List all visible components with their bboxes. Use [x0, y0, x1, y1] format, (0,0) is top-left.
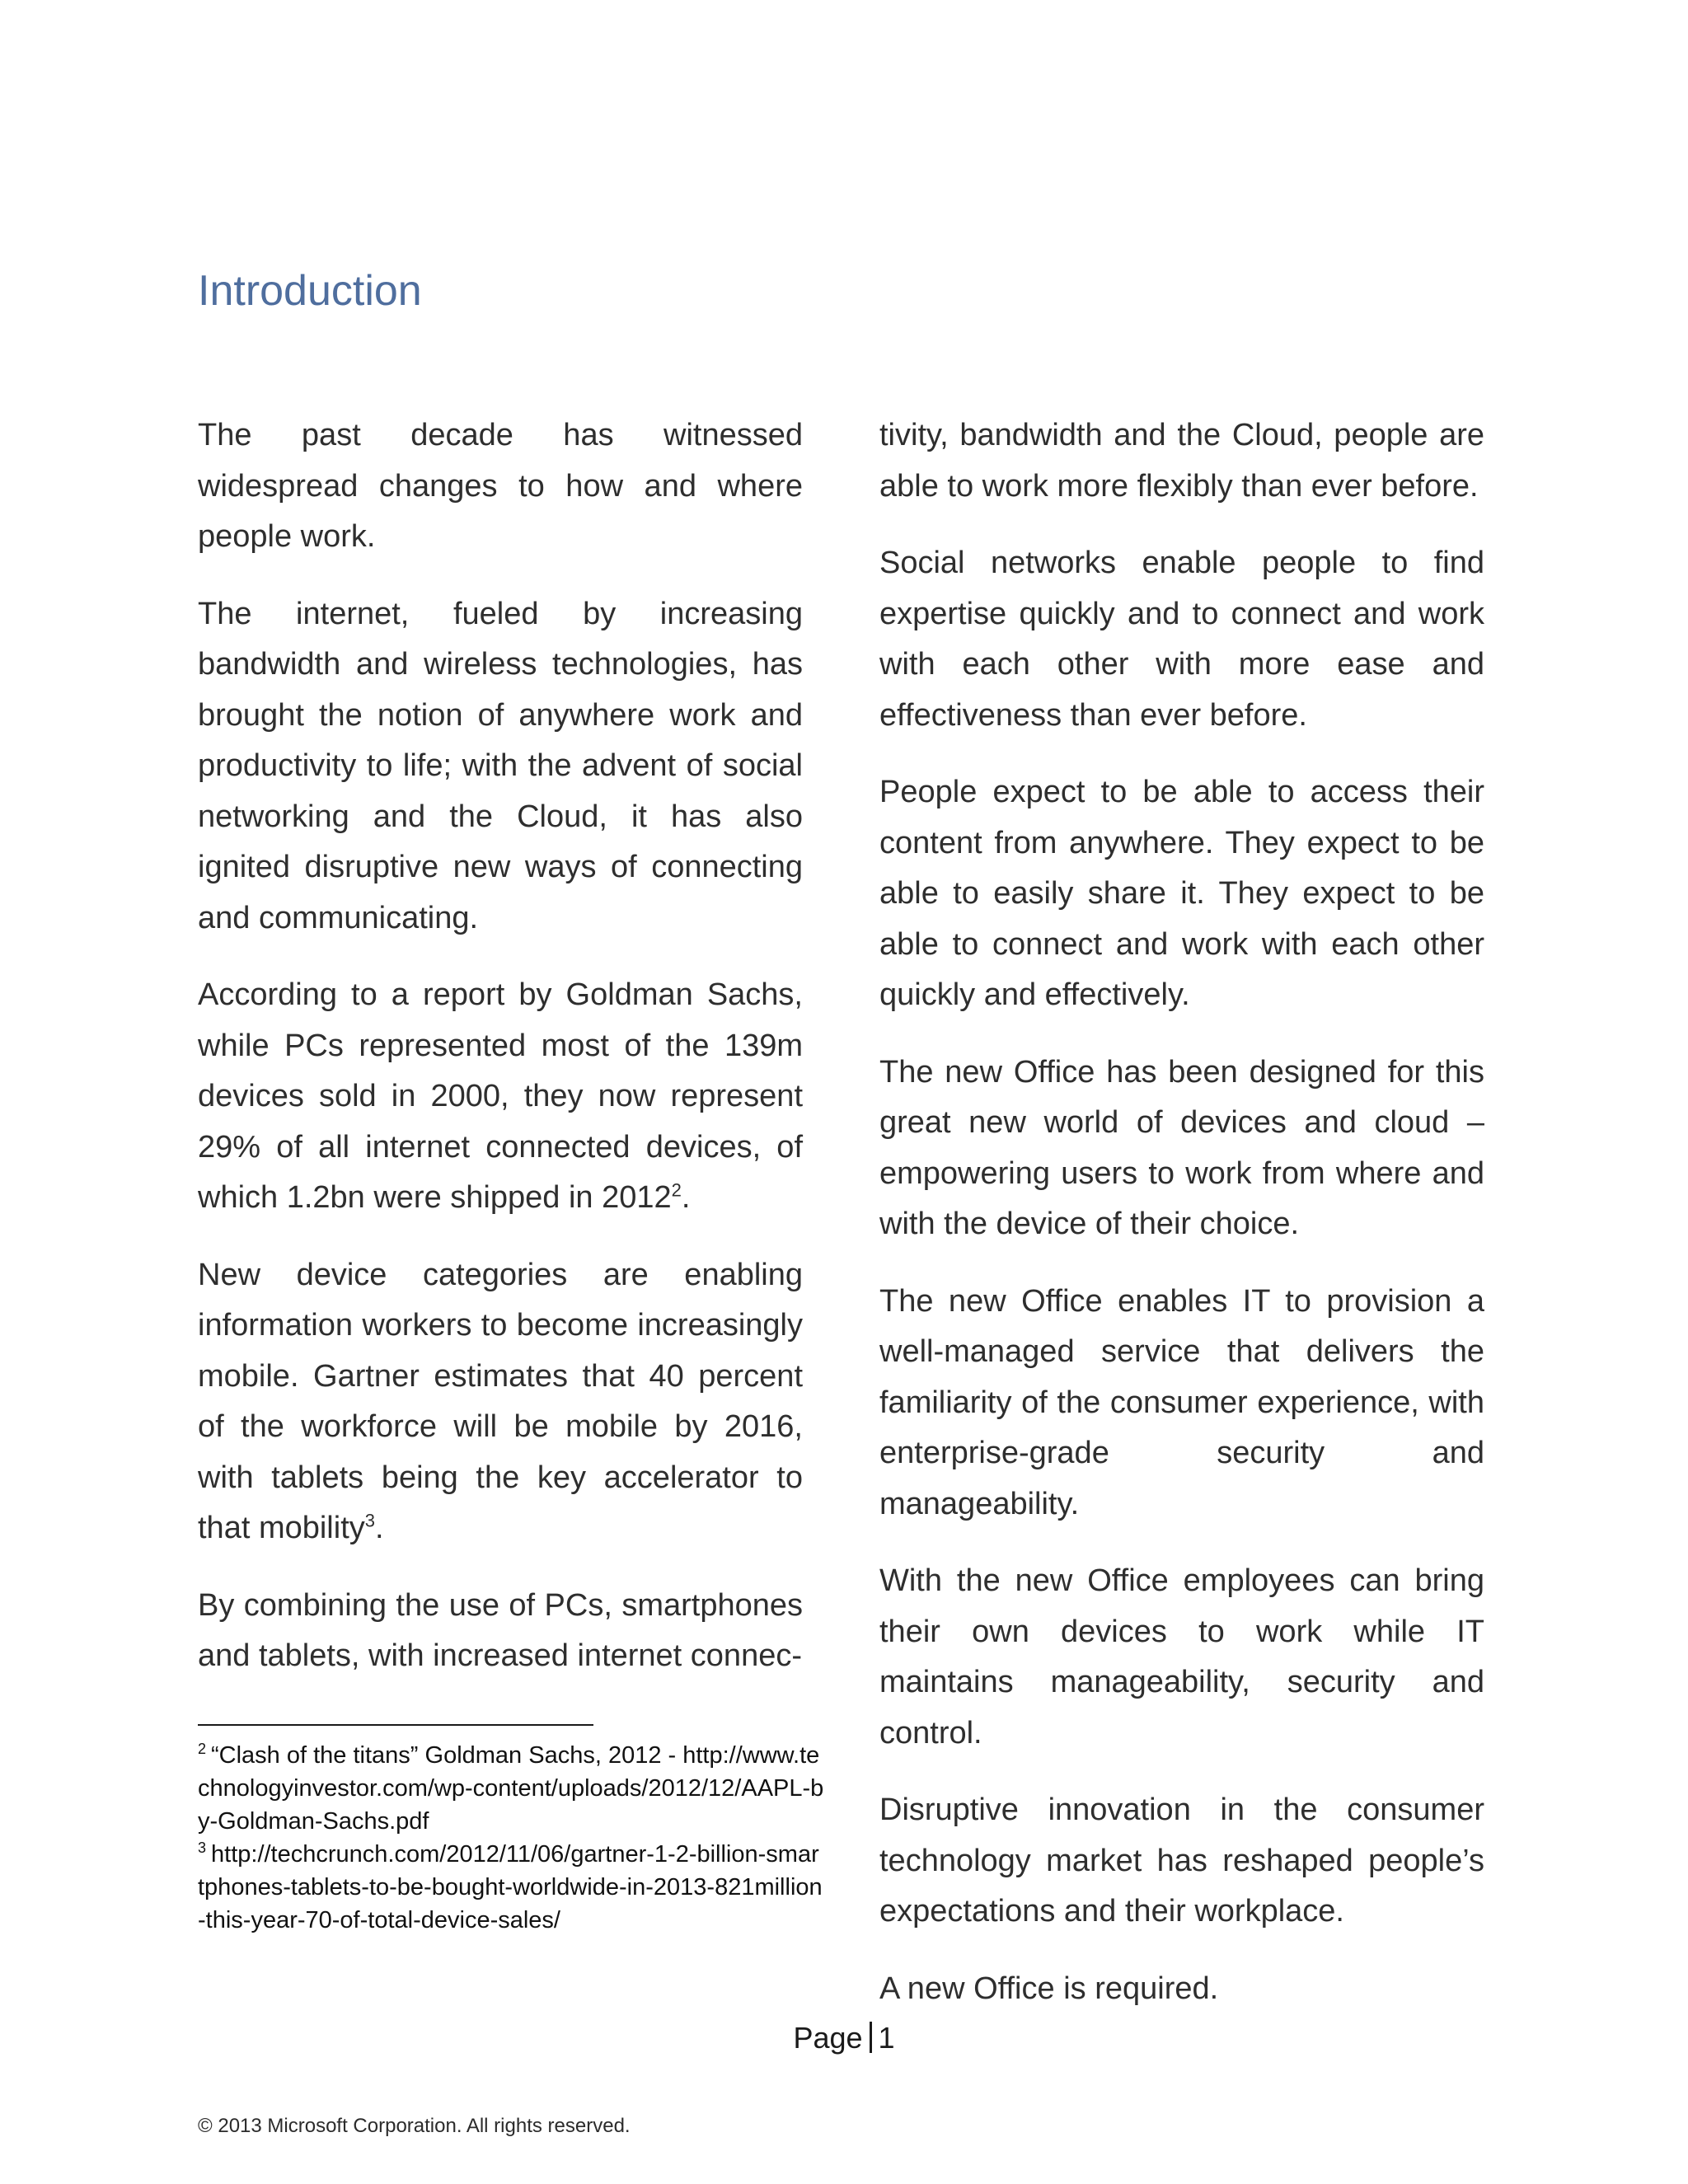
paragraph-text: According to a report by Goldman Sachs, while PCs represented most of the 139m devices sold in 2000, they now represent 29% of all internet connected devices, of which 1.2bn were shipped in 2012 — [198, 977, 803, 1215]
footnote-reference[interactable]: 2 — [671, 1179, 682, 1201]
paragraph: Disruptive innovation in the consumer technology market has reshaped people’s expectations and their workplace. — [879, 1793, 1484, 1929]
right-column — [879, 410, 1484, 2041]
footnote-number: 3 — [198, 1840, 207, 1857]
paragraph: By combining the use of PCs, smartphones and tablets, with increased internet connec- — [198, 1587, 803, 1673]
paragraph-end: . — [375, 1511, 384, 1545]
paragraph-text: New device categories are enabling information workers to become increasingly mobile. Gartner estimates that 40 percent of the workforce will be mobile by 2016, with tablets being the key accelerator to that mobility — [198, 1257, 803, 1545]
paragraph: tivity, bandwidth and the Cloud, people are able to work more flexibly than ever before. — [879, 418, 1484, 504]
footnote-number: 2 — [198, 1741, 207, 1758]
footnotes — [198, 1739, 824, 1937]
page-label: Page — [793, 2021, 863, 2055]
section-title: Introduction — [198, 267, 422, 315]
footnote-separator — [198, 1724, 593, 1726]
paragraph — [198, 1250, 803, 1554]
paragraph: The past decade has witnessed widespread changes to how and where people work. — [198, 418, 803, 554]
paragraph: The internet, fueled by increasing bandwidth and wireless technologies, has brought the notion of anywhere work and productivity to life; with the advent of social networking and the Cloud, it has also ignited disruptive new ways of connecting and communicating. — [198, 596, 803, 935]
paragraph: A new Office is required. — [879, 1971, 1219, 2006]
page-number-value: 1 — [878, 2021, 895, 2055]
page-number — [0, 2021, 1688, 2055]
left-column — [198, 410, 803, 1708]
paragraph: The new Office has been designed for this great new world of devices and cloud – empowering users to work from where and with the device of their choice. — [879, 1054, 1484, 1241]
paragraph — [198, 970, 803, 1224]
paragraph: People expect to be able to access their content from anywhere. They expect to be able to easily share it. They expect to be able to connect and work with each other quickly and effectively. — [879, 775, 1484, 1012]
footnote-text[interactable]: http://techcrunch.com/2012/11/06/gartner-1-2-billion-smartphones-tablets-to-be-bought-worldwide-in-2013-821million-this-year-70-of-total-device-sales/ — [198, 1841, 823, 1933]
footnote-reference[interactable]: 3 — [364, 1510, 375, 1531]
footnote-text[interactable]: “Clash of the titans” Goldman Sachs, 2012 - http://www.technologyinvestor.com/wp-content/uploads/2012/12/AAPL-by-Goldman-Sachs.pdf — [198, 1742, 824, 1835]
footnote — [198, 1739, 824, 1838]
page-separator — [870, 2022, 872, 2053]
paragraph: The new Office enables IT to provision a well-managed service that delivers the familiarity of the consumer experience, with enterprise-grade security and manageability. — [879, 1283, 1484, 1521]
paragraph: With the new Office employees can bring their own devices to work while IT maintains manageability, security and control. — [879, 1563, 1484, 1750]
footnote — [198, 1838, 824, 1937]
copyright-notice: © 2013 Microsoft Corporation. All rights reserved. — [198, 2115, 631, 2137]
paragraph-end: . — [681, 1180, 691, 1215]
paragraph: Social networks enable people to find expertise quickly and to connect and work with each other with more ease and effectiveness than ever before. — [879, 546, 1484, 733]
